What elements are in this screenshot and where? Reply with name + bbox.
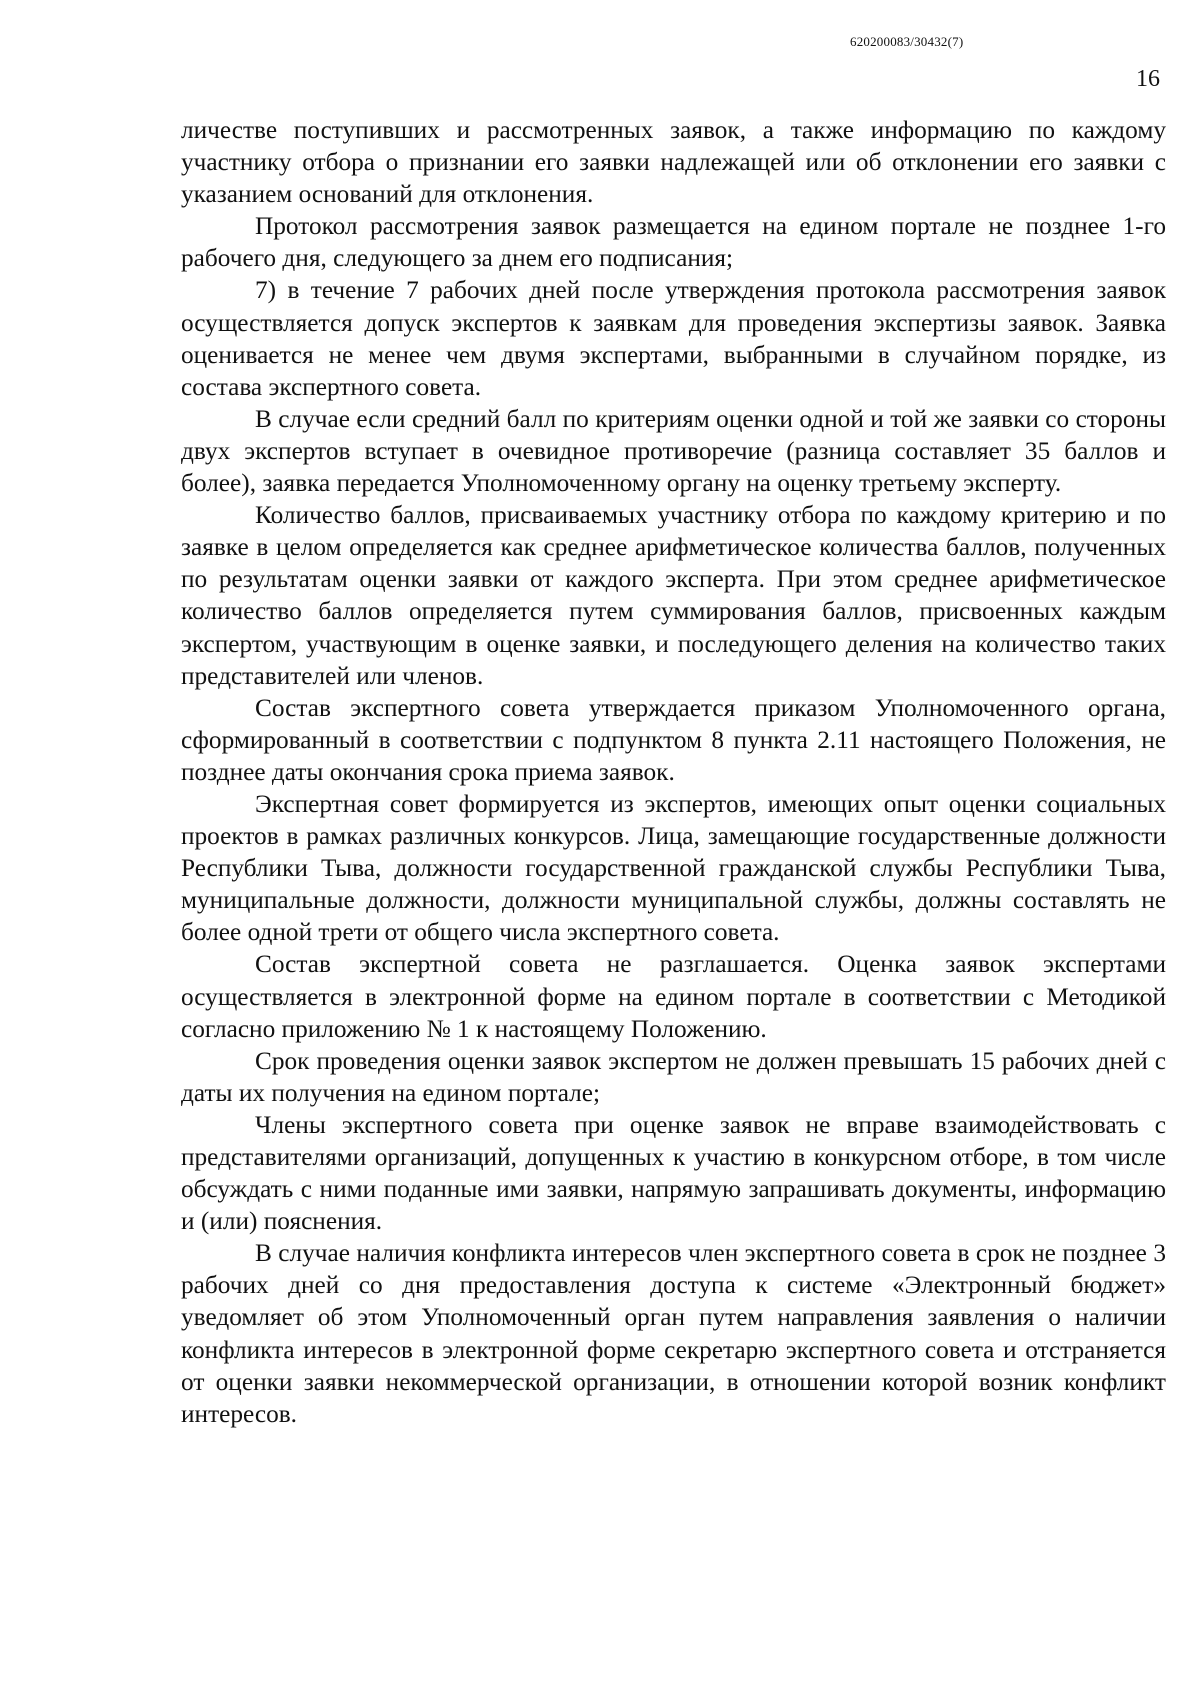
paragraph-continuation: личестве поступивших и рассмотренных заявок, а также информацию по каждому участнику отбора о признании его заявки надлежащей или об отклонении его заявки с указанием оснований для отклонения. <box>181 116 1166 209</box>
paragraph-council-approval: Состав экспертного совета утверждается приказом Уполномоченного органа, сформированный в соответствии с подпунктом 8 пункта 2.11 настоящего Положения, не позднее даты окончания срока приема заявок. <box>181 693 1166 786</box>
paragraph-third-expert: В случае если средний балл по критериям оценки одной и той же заявки со стороны двух экспертов вступает в очевидное противоречие (разница составляет 35 баллов и более), заявка передается Уполномоченному органу на оценку третьему эксперту. <box>181 404 1166 498</box>
paragraph-protocol-publication: Протокол рассмотрения заявок размещается на едином портале не позднее 1-го рабочего дня, следующего за днем его подписания; <box>181 212 1166 273</box>
paragraph-confidentiality: Состав экспертной совета не разглашается. Оценка заявок экспертами осуществляется в электронной форме на едином портале в соответствии с Методикой согласно приложению № 1 к настоящему Положению. <box>181 950 1166 1043</box>
page-number: 16 <box>1136 66 1160 92</box>
paragraph-interaction-ban: Члены экспертного совета при оценке заявок не вправе взаимодействовать с представителями организаций, допущенных к участию в конкурсном отборе, в том числе обсуждать с ними поданные ими заявки, напрямую запрашивать документы, информацию и (или) пояснения. <box>181 1110 1166 1236</box>
document-body <box>181 114 1166 1430</box>
document-id: 620200083/30432(7) <box>850 34 964 49</box>
paragraph-expert-access: 7) в течение 7 рабочих дней после утверждения протокола рассмотрения заявок осуществляется допуск экспертов к заявкам для проведения экспертизы заявок. Заявка оценивается не менее чем двумя экспертами, выбранными в случайном порядке, из состава экспертного совета. <box>181 276 1166 401</box>
paragraph-score-calculation: Количество баллов, присваиваемых участнику отбора по каждому критерию и по заявке в целом определяется как среднее арифметическое количества баллов, полученных по результатам оценки заявки от каждого эксперта. При этом среднее арифметическое количество баллов определяется путем суммирования баллов, присвоенных каждым экспертом, участвующим в оценке заявки, и последующего деления на количество таких представителей или членов. <box>181 501 1166 690</box>
paragraph-evaluation-term: Срок проведения оценки заявок экспертом не должен превышать 15 рабочих дней с даты их получения на едином портале; <box>181 1046 1166 1107</box>
paragraph-conflict-of-interest: В случае наличия конфликта интересов член экспертного совета в срок не позднее 3 рабочих дней со дня предоставления доступа к системе «Электронный бюджет» уведомляет об этом Уполномоченный орган путем направления заявления о наличии конфликта интересов в электронной форме секретарю экспертного совета и отстраняется от оценки заявки некоммерческой организации, в отношении которой возник конфликт интересов. <box>181 1239 1166 1428</box>
paragraph-council-formation: Экспертная совет формируется из экспертов, имеющих опыт оценки социальных проектов в рамках различных конкурсов. Лица, замещающие государственные должности Республики Тыва, должности государственной гражданской службы Республики Тыва, муниципальные должности, должности муниципальной службы, должны составлять не более одной трети от общего числа экспертного совета. <box>181 789 1166 947</box>
